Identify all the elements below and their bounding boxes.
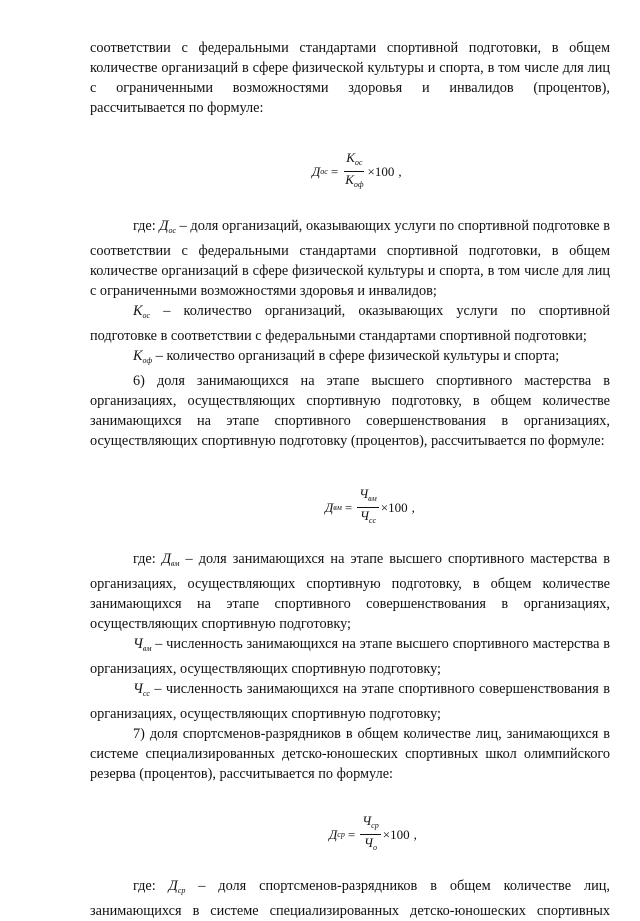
prefix-text: где: <box>133 551 162 567</box>
fraction-denominator <box>362 835 379 855</box>
prefix-text: где: <box>133 878 169 894</box>
fraction-numerator <box>357 487 379 508</box>
symbol-subscript: оф <box>142 356 153 365</box>
fraction <box>360 814 381 855</box>
formula-comma: , <box>398 163 402 179</box>
paragraph <box>90 346 610 371</box>
fraction <box>343 151 365 192</box>
symbol-subscript: сс <box>142 689 150 698</box>
prefix-text: где: <box>133 218 160 234</box>
paragraph <box>90 876 610 921</box>
paragraph <box>90 549 610 634</box>
symbol-subscript: ср <box>177 886 186 895</box>
equals-sign: = <box>330 163 339 179</box>
multiply-sign: × <box>382 826 391 842</box>
symbol: К <box>133 348 143 364</box>
denominator-subscript: сс <box>368 516 377 525</box>
symbol: Д <box>168 878 178 894</box>
equals-sign: = <box>344 499 353 515</box>
definition-text: – доля организаций, оказывающих услуги по спортивной подготовке в соответствии с федеральными стандартами спортивной подготовки, в общем количестве организаций в сфере физической культуры и спорта, в том числе для лиц с ограниченными возможностями здоровья и инвалидов; <box>90 218 610 299</box>
paragraph <box>90 301 610 346</box>
formula-lhs: Д <box>312 163 321 179</box>
formula-3 <box>90 784 610 876</box>
document-page <box>90 38 610 921</box>
definition-text: – количество организаций в сфере физической культуры и спорта; <box>152 348 560 364</box>
formula-lhs-subscript: ср <box>337 830 345 839</box>
paragraph <box>90 216 610 301</box>
paragraph: 7) доля спортсменов-разрядников в общем количестве лиц, занимающихся в системе специализированных детско-юношеских спортивных школ олимпийского резерва (процентов), рассчитывается по формуле: <box>90 726 610 782</box>
symbol-subscript: вм <box>170 559 180 568</box>
fraction <box>357 487 379 528</box>
symbol: Ч <box>133 681 143 697</box>
numerator-symbol: Ч <box>359 486 369 501</box>
formula-lhs-subscript: ос <box>320 167 328 176</box>
definition-text: – численность занимающихся на этапе высшего спортивного мастерства в организациях, осуществляющих спортивную подготовку; <box>90 636 610 677</box>
numerator-symbol: Ч <box>362 813 372 828</box>
numerator-subscript: вм <box>368 494 377 503</box>
numerator-subscript: ос <box>354 158 363 167</box>
symbol: Д <box>159 218 169 234</box>
symbol: Д <box>161 551 171 567</box>
formula-comma: , <box>411 499 415 515</box>
fraction-numerator <box>360 814 381 835</box>
symbol-subscript: ос <box>142 311 151 320</box>
symbol: Ч <box>133 636 143 652</box>
fraction-denominator <box>343 172 365 192</box>
formula-1 <box>90 118 610 216</box>
formula-lhs: Д <box>325 499 334 515</box>
multiply-sign: × <box>367 163 375 179</box>
denominator-symbol: К <box>345 172 354 187</box>
denominator-subscript: оф <box>353 180 364 189</box>
denominator-subscript: о <box>372 843 377 852</box>
paragraph: соответствии с федеральными стандартами спортивной подготовки, в общем количестве организаций в сфере физической культуры и спорта, в том числе для лиц с ограниченными возможностями здоровья и инвалидов (процентов), рассчитывается по формуле: <box>90 40 610 116</box>
multiply-sign: × <box>380 499 389 515</box>
fraction-numerator <box>344 151 364 172</box>
paragraph <box>90 679 610 724</box>
numerator-symbol: К <box>346 150 355 165</box>
paragraph <box>90 634 610 679</box>
definition-text: – доля спортсменов-разрядников в общем количестве лиц, занимающихся в системе специализированных детско-юношеских спортивных <box>90 878 610 919</box>
fraction-denominator <box>358 508 378 528</box>
formula-lhs-subscript: вм <box>333 503 342 512</box>
denominator-symbol: Ч <box>363 835 373 850</box>
symbol: К <box>133 303 143 319</box>
formula-2 <box>90 451 610 549</box>
definition-text: – численность занимающихся на этапе спортивного совершенствования в организациях, осуществляющих спортивную подготовку; <box>90 681 610 722</box>
symbol-subscript: вм <box>142 644 152 653</box>
constant-100: 100 <box>388 499 408 515</box>
definition-text: – количество организаций, оказывающих услуги по спортивной подготовке в соответствии с федеральными стандартами спортивной подготовки; <box>90 303 610 344</box>
denominator-symbol: Ч <box>359 508 369 523</box>
definition-text: – доля занимающихся на этапе высшего спортивного мастерства в организациях, осуществляющих спортивную подготовку, в общем количестве занимающихся на этапе спортивного совершенствования в организациях, осуществляющих спортивную подготовку; <box>90 551 610 632</box>
constant-100: 100 <box>374 163 395 179</box>
formula-lhs: Д <box>329 826 338 842</box>
constant-100: 100 <box>390 826 410 842</box>
equals-sign: = <box>347 826 356 842</box>
symbol-subscript: ос <box>168 226 177 235</box>
paragraph: 6) доля занимающихся на этапе высшего спортивного мастерства в организациях, осуществляющих спортивную подготовку, в общем количестве занимающихся на этапе спортивного совершенствования в организациях, осуществляющих спортивную подготовку (процентов), рассчитывается по формуле: <box>90 373 610 449</box>
formula-comma: , <box>413 826 417 842</box>
numerator-subscript: ср <box>371 821 379 830</box>
